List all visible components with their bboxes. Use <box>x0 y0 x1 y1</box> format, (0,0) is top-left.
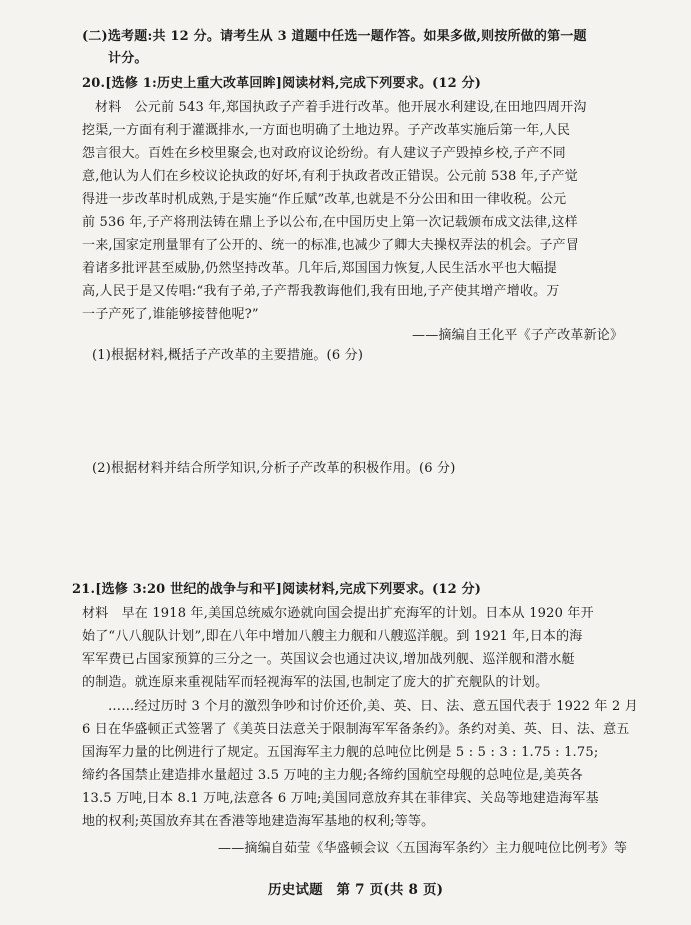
q21-material-line: 军军费已占国家预算的三分之一。英国议会也通过决议,增加战列舰、巡洋舰和潜水艇 <box>82 652 575 667</box>
q20-material-line: 挖渠,一方面有利于灌溉排水,一方面也明确了土地边界。子产改革实施后第一年,人民 <box>82 123 571 138</box>
page-footer: 历史试题 第 7 页(共 8 页) <box>268 882 444 898</box>
q21-material-line: 13.5 万吨,日本 8.1 万吨,法意各 6 万吨;美国同意放弃其在菲律宾、关岛等地建造海军基 <box>82 791 599 806</box>
q20-material-line: 材料 公元前 543 年,郑国执政子产着手进行改革。他开展水利建设,在田地四周开沟 <box>95 100 587 115</box>
q21-source: ——摘编自茹莹《华盛顿会议〈五国海军条约〉主力舰吨位比例考》等 <box>218 841 628 856</box>
q20-source: ——摘编自王化平《子产改革新论》 <box>412 328 624 343</box>
q20-subquestion-1: (1)根据材料,概括子产改革的主要措施。(6 分) <box>92 348 364 363</box>
q20-material-line: 怨言很大。百姓在乡校里聚会,也对政府议论纷纷。有人建议子产毁掉乡校,子产不同 <box>82 146 566 161</box>
q21-material-line: ……经过历时 3 个月的激烈争吵和讨价还价,美、英、日、法、意五国代表于 1922 年 2 月 <box>108 699 638 714</box>
q20-subquestion-2: (2)根据材料并结合所学知识,分析子产改革的积极作用。(6 分) <box>92 461 456 476</box>
q20-material-line: 得进一步改革时机成熟,于是实施“作丘赋”改革,也就是不分公田和田一律收税。公元 <box>82 192 567 207</box>
q20-material-line: 前 536 年,子产将刑法铸在鼎上予以公布,在中国历史上第一次记载颁布成文法律,这样 <box>82 215 578 230</box>
section-header-line1: (二)选考题:共 12 分。请考生从 3 道题中任选一题作答。如果多做,则按所做的第一题 <box>82 29 587 44</box>
q21-material-line: 始了“八八舰队计划”,即在八年中增加八艘主力舰和八艘巡洋舰。到 1921 年,日本的海 <box>82 629 583 644</box>
q21-material-line: 的制造。就连原来重视陆军而轻视海军的法国,也制定了庞大的扩充舰队的计划。 <box>82 675 549 690</box>
q20-material-line: 着诸多批评甚至威胁,仍然坚持改革。几年后,郑国国力恢复,人民生活水平也大幅提 <box>82 261 557 276</box>
q21-material-line: 国海军力量的比例进行了规定。五国海军主力舰的总吨位比例是 5 : 5 : 3 : 1.75 : 1.75; <box>82 745 599 760</box>
q21-material-line: 缔约各国禁止建造排水量超过 3.5 万吨的主力舰;各缔约国航空母舰的总吨位是,美英各 <box>82 768 583 783</box>
q20-material-line: 一子产死了,谁能够接替他呢?” <box>82 307 259 322</box>
question-21-title: 21.[选修 3:20 世纪的战争与和平]阅读材料,完成下列要求。(12 分) <box>72 582 482 597</box>
section-header-line2: 计分。 <box>108 51 148 66</box>
q21-material-line: 6 日在华盛顿正式签署了《美英日法意关于限制海军军备条约》。条约对美、英、日、法、意五 <box>82 722 630 737</box>
question-20-title: 20.[选修 1:历史上重大改革回眸]阅读材料,完成下列要求。(12 分) <box>82 76 482 91</box>
q20-material-line: 一来,国家定刑量罪有了公开的、统一的标准,也减少了卿大夫操权弄法的机会。子产冒 <box>82 238 580 253</box>
q21-material-line: 材料 早在 1918 年,美国总统威尔逊就向国会提出扩充海军的计划。日本从 1920 年开 <box>82 606 594 621</box>
q20-material-line: 意,他认为人们在乡校议论执政的好坏,有利于执政者改正错误。公元前 538 年,子产觉 <box>82 169 578 184</box>
q21-material-line: 地的权利;英国放弃其在香港等地建造海军基地的权利;等等。 <box>82 814 435 829</box>
q20-material-line: 高,人民于是又传唱:“我有子弟,子产帮我教诲他们,我有田地,子产使其增产增收。万 <box>82 284 560 299</box>
